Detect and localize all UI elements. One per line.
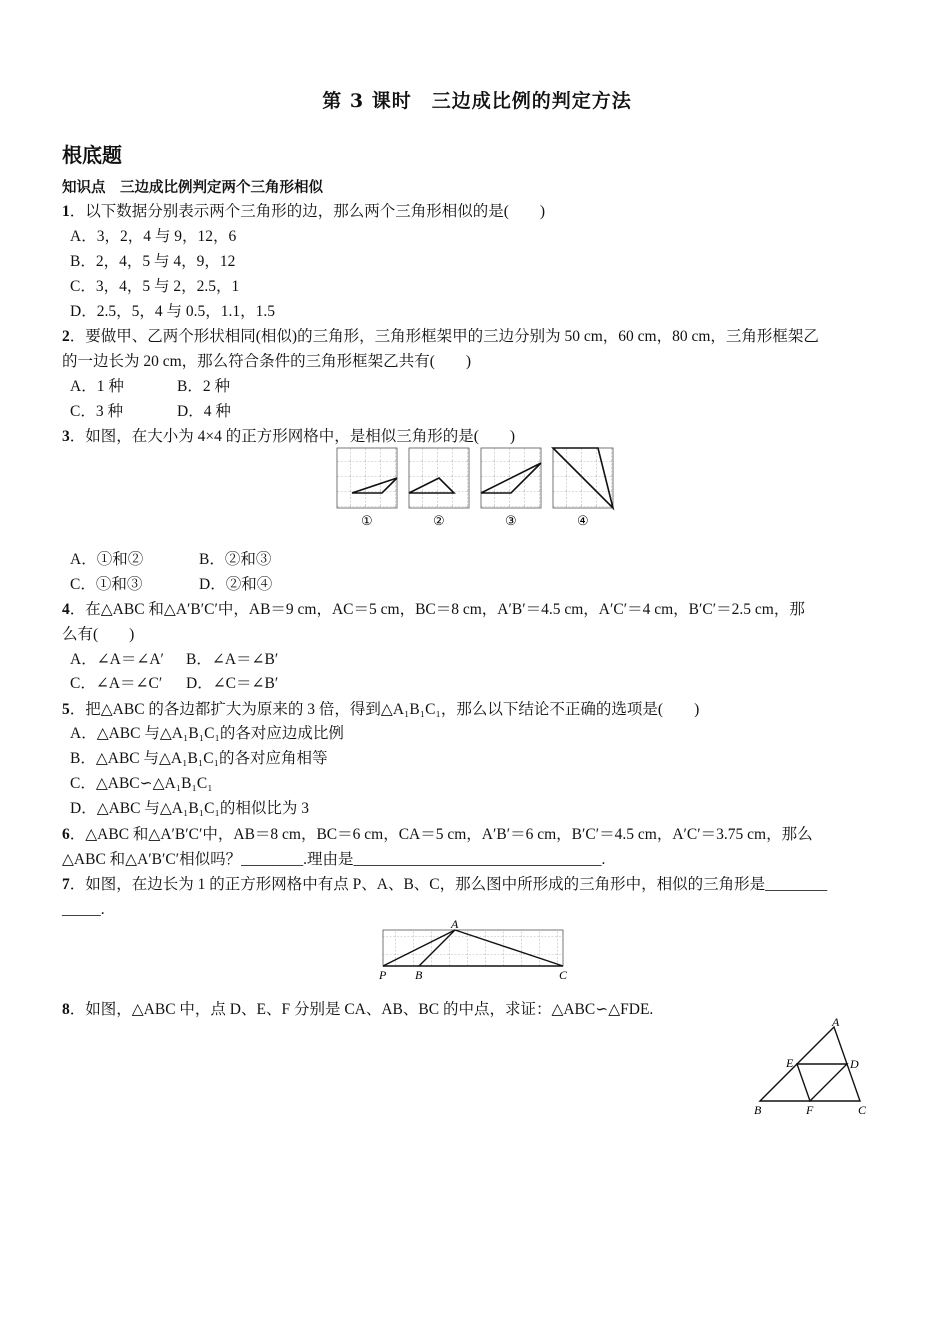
section-heading: 根底题 bbox=[62, 143, 122, 167]
point-label-c: C bbox=[858, 1103, 867, 1117]
question-text: ．△ABC 和△A′B′C′中，AB＝8 cm，BC＝6 cm，CA＝5 cm，A′B′＝6 cm，B′C′＝4.5 cm，A′C′＝3.75 cm，那么 bbox=[69, 826, 813, 843]
question-number: 3 bbox=[62, 428, 70, 445]
point-label-f: F bbox=[806, 1103, 814, 1117]
option-c: C．∠A＝∠C′ bbox=[70, 675, 163, 692]
question-4 bbox=[62, 598, 805, 622]
question-number: 7 bbox=[62, 876, 70, 893]
point-label-a: A bbox=[832, 1015, 840, 1029]
question-number: 8 bbox=[62, 1001, 70, 1018]
grid-4 bbox=[553, 448, 613, 508]
question-text: ．要做甲、乙两个形状相同(相似)的三角形，三角形框架甲的三边分别为 50 cm，60 cm，80 cm，三角形框架乙 bbox=[69, 328, 819, 345]
option-d: D．∠C＝∠B′ bbox=[186, 675, 279, 692]
point-label-b: B bbox=[415, 968, 423, 982]
option-d: D．②和④ bbox=[199, 576, 273, 593]
question-text-continued: 的一边长为 20 cm，那么符合条件的三角形框架乙共有( ) bbox=[62, 353, 472, 370]
point-label-b: B bbox=[754, 1103, 762, 1117]
figure-label-4: ④ bbox=[577, 513, 589, 528]
option-b: B．△ABC 与△A₁B₁C₁的各对应角相等 bbox=[70, 750, 328, 767]
point-label-p: P bbox=[379, 968, 387, 982]
option-a: A．△ABC 与△A₁B₁C₁的各对应边成比例 bbox=[70, 725, 344, 742]
question-text-continued: 么有( ) bbox=[62, 626, 135, 643]
question-text: ．如图，△ABC 中，点 D、E、F 分别是 CA、AB、BC 的中点，求证：△ABC∽△FDE. bbox=[69, 1001, 654, 1018]
pabc-grid-figure bbox=[377, 918, 577, 982]
option-c: C．①和③ bbox=[70, 576, 143, 593]
question-number: 6 bbox=[62, 826, 70, 843]
question-number: 5 bbox=[62, 701, 70, 718]
grid-1 bbox=[337, 448, 397, 508]
point-label-e: E bbox=[786, 1056, 794, 1070]
knowledge-point-heading: 知识点 三边成比例判定两个三角形相似 bbox=[62, 180, 323, 196]
question-text: ．把△ABC 的各边都扩大为原来的 3 倍，得到△A₁B₁C₁，那么以下结论不正确的选项是( ) bbox=[69, 701, 700, 718]
option-b: B．2 种 bbox=[177, 378, 230, 395]
grid-2 bbox=[409, 448, 469, 508]
question-text: ．在△ABC 和△A′B′C′中，AB＝9 cm，AC＝5 cm，BC＝8 cm，A′B′＝4.5 cm，A′C′＝4 cm，B′C′＝2.5 cm，那 bbox=[69, 601, 805, 618]
figure-label-3: ③ bbox=[505, 513, 517, 528]
question-number: 2 bbox=[62, 328, 70, 345]
option-a: A．1 种 bbox=[70, 378, 124, 395]
grid-3 bbox=[481, 448, 541, 508]
question-text: ．如图，在边长为 1 的正方形网格中有点 P、A、B、C，那么图中所形成的三角形中，相似的三角形是________ bbox=[69, 876, 828, 893]
option-c: C．3，4，5 与 2，2.5，1 bbox=[70, 278, 240, 295]
question-6 bbox=[62, 823, 813, 847]
option-b: B．∠A＝∠B′ bbox=[186, 651, 279, 668]
figure-label-2: ② bbox=[433, 513, 445, 528]
triangle-fde bbox=[797, 1064, 847, 1101]
option-d: D．△ABC 与△A₁B₁C₁的相似比为 3 bbox=[70, 800, 309, 817]
grid-triangles-figure bbox=[335, 446, 625, 530]
question-2 bbox=[62, 325, 819, 349]
figure-label-1: ① bbox=[361, 513, 373, 528]
question-text: ．以下数据分别表示两个三角形的边，那么两个三角形相似的是( ) bbox=[69, 203, 546, 220]
question-number: 1 bbox=[62, 203, 70, 220]
option-a: A．3，2，4 与 9，12，6 bbox=[70, 228, 237, 245]
page-title: 第 3 课时 三边成比例的判定方法 bbox=[322, 90, 632, 112]
question-8 bbox=[62, 998, 653, 1022]
option-a: A．∠A＝∠A′ bbox=[70, 651, 164, 668]
question-text-continued: _____. bbox=[62, 901, 105, 918]
option-d: D．4 种 bbox=[177, 403, 231, 420]
option-d: D．2.5，5，4 与 0.5，1.1，1.5 bbox=[70, 303, 275, 320]
question-text-continued: △ABC 和△A′B′C′相似吗？________.理由是________________________________. bbox=[62, 851, 606, 868]
option-c: C．△ABC∽△A₁B₁C₁ bbox=[70, 775, 213, 792]
question-5 bbox=[62, 698, 699, 722]
point-label-c: C bbox=[559, 968, 568, 982]
question-text: ．如图，在大小为 4×4 的正方形网格中，是相似三角形的是( ) bbox=[69, 428, 516, 445]
option-b: B．2，4，5 与 4，9，12 bbox=[70, 253, 236, 270]
question-7 bbox=[62, 873, 827, 897]
point-label-d: D bbox=[850, 1057, 859, 1071]
option-a: A．①和② bbox=[70, 551, 144, 568]
option-c: C．3 种 bbox=[70, 403, 123, 420]
point-label-a: A bbox=[451, 918, 459, 931]
question-number: 4 bbox=[62, 601, 70, 618]
question-1 bbox=[62, 200, 545, 224]
option-b: B．②和③ bbox=[199, 551, 272, 568]
midpoint-triangle-figure bbox=[750, 1015, 870, 1119]
